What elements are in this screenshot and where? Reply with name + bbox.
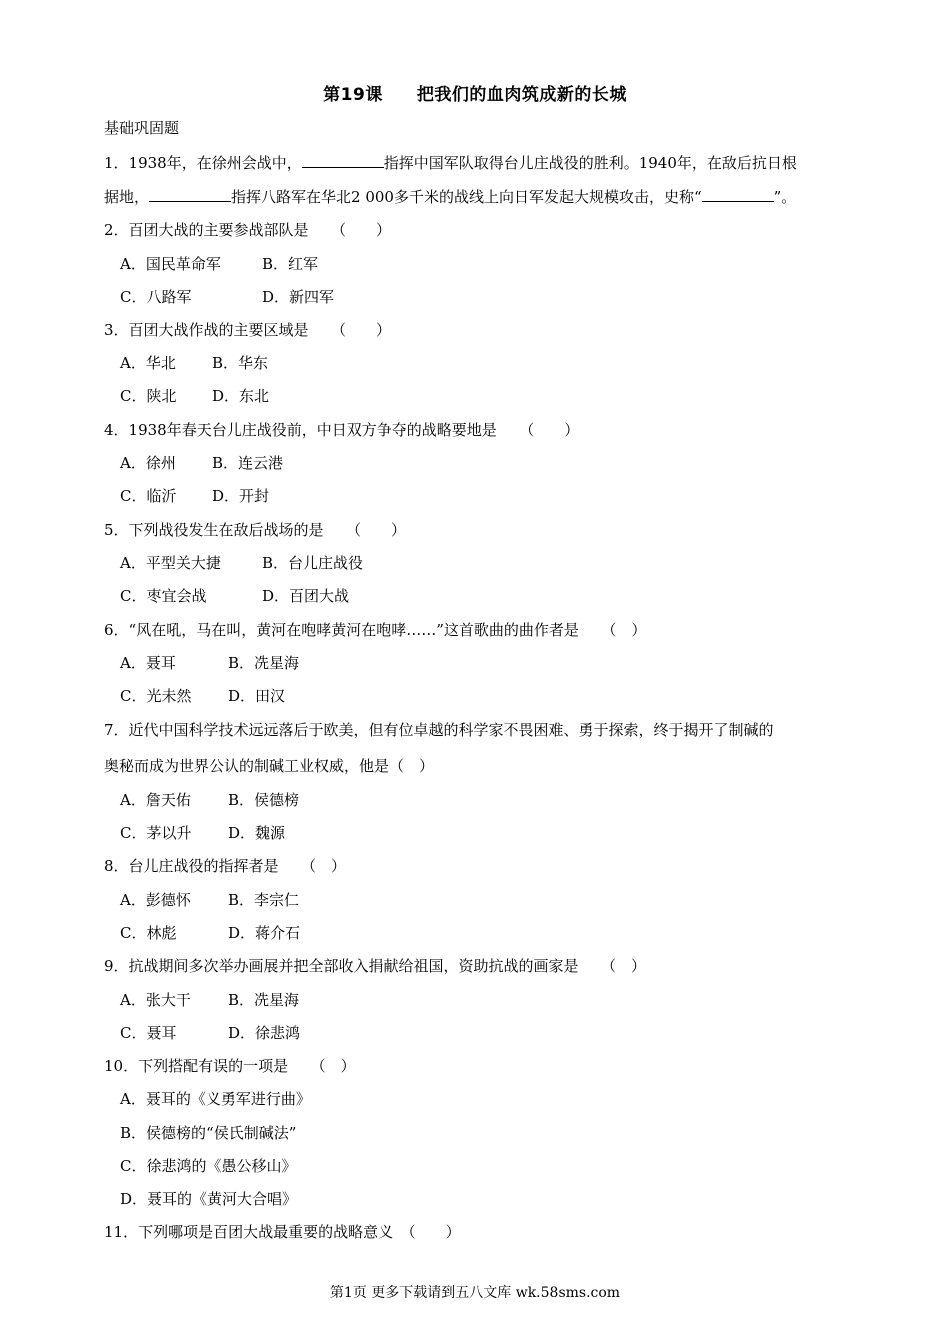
question-7-stem-line-1: 7．近代中国科学技术远远落后于欧美，但有位卓越的科学家不畏困难、勇于探索，终于揭开了制碱的 [104,721,774,739]
option-a: A．华北 [120,354,176,372]
question-8-options-ab [120,890,299,910]
option-d: D．新四军 [262,288,335,306]
question-5-options-ab [120,553,363,573]
option-a: A．张大干 [120,991,191,1009]
option-b: B．侯德榜的“侯氏制碱法” [120,1124,297,1142]
question-9-options-ab [120,990,299,1010]
question-8-options-cd [120,923,300,943]
option-d: D．田汉 [228,687,286,705]
question-3-options-ab [120,353,268,373]
option-c: C．聂耳 [120,1024,177,1042]
question-11-stem: 11．下列哪项是百团大战最重要的战略意义 （ ） [104,1223,461,1241]
question-10-stem: 10．下列搭配有误的一项是 （ ） [104,1057,356,1075]
option-c: C．光未然 [120,687,192,705]
option-c: C．枣宜会战 [120,587,207,605]
option-c: C．茅以升 [120,824,192,842]
question-7-options-ab [120,790,299,810]
option-d: D．聂耳的《黄河大合唱》 [120,1190,298,1208]
question-5-options-cd [120,586,349,606]
question-1-line-2: 据地， 指挥八路军在华北2 000多千米的战线上向日军发起大规模攻击，史称“ ”。 [104,185,796,207]
question-2-options-ab [120,254,318,274]
question-6-options-ab [120,653,299,673]
option-d: D．百团大战 [262,587,350,605]
fill-blank-2 [149,185,231,202]
question-3-stem: 3．百团大战作战的主要区域是 （ ） [104,321,392,339]
option-b: B．红军 [262,255,319,273]
question-6-options-cd [120,686,285,706]
option-b: B．华东 [212,354,269,372]
lesson-number: 第19课 [323,85,383,105]
question-2-stem: 2．百团大战的主要参战部队是 （ ） [104,221,392,239]
question-3-options-cd [120,386,269,406]
question-1-line-1: 1．1938年，在徐州会战中， 指挥中国军队取得台儿庄战役的胜利。1940年，在敌后抗日根 [104,151,797,173]
option-d: D．徐悲鸿 [228,1024,301,1042]
question-6-stem: 6．“风在吼，马在叫，黄河在咆哮黄河在咆哮……”这首歌曲的曲作者是 （ ） [104,621,647,639]
question-9-options-cd [120,1023,300,1043]
option-a: A．詹天佑 [120,791,191,809]
lesson-name: 把我们的血肉筑成新的长城 [416,85,627,105]
option-a: A．聂耳 [120,654,176,672]
option-b: B．冼星海 [228,654,300,672]
option-a: A．国民革命军 [120,255,221,273]
fill-blank-1 [302,151,384,168]
option-c: C．临沂 [120,487,177,505]
page-footer: 第1页 更多下载请到五八文库 wk.58sms.com [329,1285,621,1301]
option-d: D．东北 [212,387,270,405]
option-d: D．开封 [212,487,270,505]
option-a: A．聂耳的《义勇军进行曲》 [120,1090,311,1108]
option-b: B．李宗仁 [228,891,300,909]
question-7-options-cd [120,823,285,843]
option-a: A．平型关大捷 [120,554,221,572]
option-b: B．连云港 [212,454,284,472]
option-b: B．侯德榜 [228,791,300,809]
option-c: C．陕北 [120,387,177,405]
option-c: C．八路军 [120,288,192,306]
question-4-options-cd [120,486,269,506]
option-a: A．徐州 [120,454,176,472]
section-heading: 基础巩固题 [104,119,180,137]
option-d: D．蒋介石 [228,924,301,942]
question-9-stem: 9．抗战期间多次举办画展并把全部收入捐献给祖国，资助抗战的画家是 （ ） [104,957,647,975]
page-title [0,80,950,105]
option-a: A．彭德怀 [120,891,191,909]
option-c: C．林彪 [120,924,177,942]
question-5-stem: 5．下列战役发生在敌后战场的是 （ ） [104,521,407,539]
option-d: D．魏源 [228,824,286,842]
question-2-options-cd [120,287,334,307]
question-4-stem: 4．1938年春天台儿庄战役前，中日双方争夺的战略要地是 （ ） [104,421,580,439]
option-b: B．台儿庄战役 [262,554,364,572]
question-8-stem: 8．台儿庄战役的指挥者是 （ ） [104,857,347,875]
option-b: B．冼星海 [228,991,300,1009]
fill-blank-3 [702,185,774,202]
option-c: C．徐悲鸿的《愚公移山》 [120,1157,297,1175]
question-7-stem-line-2: 奥秘而成为世界公认的制碱工业权威，他是（ ） [104,757,435,775]
question-4-options-ab [120,453,283,473]
